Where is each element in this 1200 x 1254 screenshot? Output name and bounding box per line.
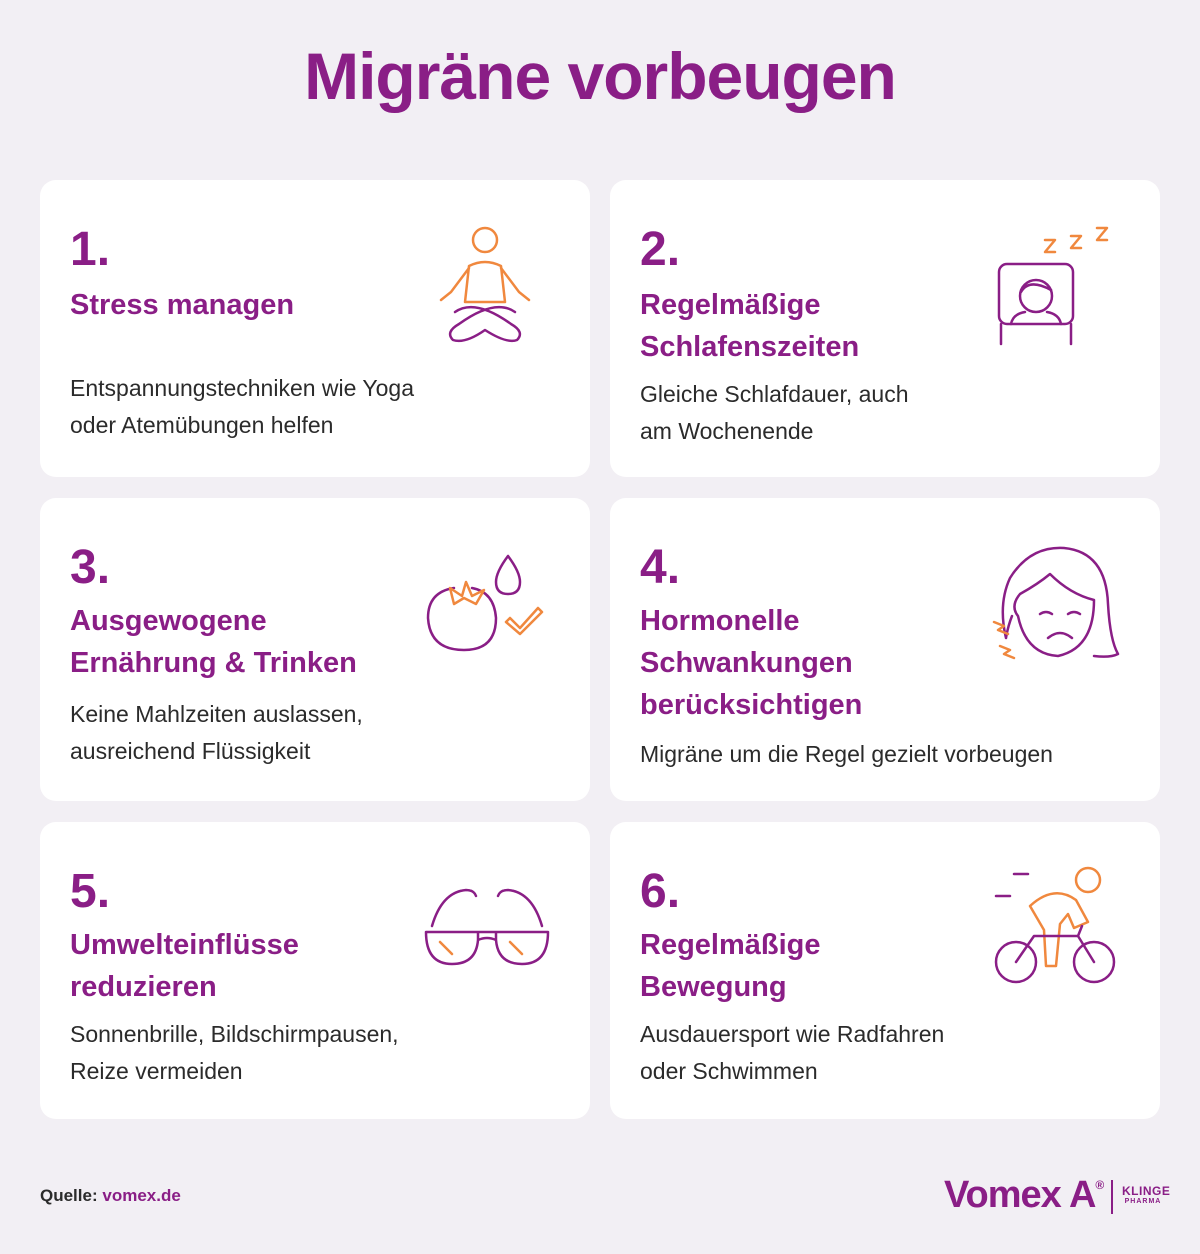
tip-heading: Hormonelle Schwankungen berücksichtigen (640, 605, 863, 721)
tip-number: 2. (640, 223, 681, 276)
brand-divider (1111, 1180, 1113, 1214)
tip-number: 4. (640, 541, 681, 594)
tip-card-stress (40, 180, 590, 477)
source-line (40, 1186, 181, 1206)
tip-heading: Umwelteinflüsse reduzieren (70, 929, 299, 1003)
glasses-icon (422, 884, 552, 970)
source-label: Quelle: (40, 1186, 98, 1205)
tip-description: Sonnenbrille, Bildschirmpausen, Reize vermeiden (70, 1021, 399, 1084)
cyclist-icon (994, 866, 1118, 990)
tip-card-nutrition (40, 498, 590, 801)
tip-description: Entspannungstechniken wie Yoga oder Atemübungen helfen (70, 375, 415, 438)
tip-number: 5. (70, 865, 111, 918)
tomato-water-icon (424, 552, 548, 652)
tip-number: 1. (70, 223, 111, 276)
tip-description: Gleiche Schlafdauer, auch am Wochenende (640, 381, 909, 444)
tip-heading: Regelmäßige Bewegung (640, 929, 821, 1003)
page-title: Migräne vorbeugen (304, 39, 896, 113)
maker-logo (1122, 1184, 1171, 1205)
brand-name: Vomex A (944, 1174, 1096, 1216)
meditation-icon (435, 226, 535, 350)
tip-heading: Ausgewogene Ernährung & Trinken (70, 605, 357, 679)
tip-card-exercise (610, 822, 1160, 1119)
brand-logo (944, 1174, 1103, 1217)
tip-number: 3. (70, 541, 111, 594)
registered-mark: ® (1095, 1178, 1104, 1192)
tip-card-environment (40, 822, 590, 1119)
tip-card-sleep (610, 180, 1160, 477)
headache-woman-icon (990, 544, 1122, 664)
tip-description: Migräne um die Regel gezielt vorbeugen (640, 741, 1053, 767)
sleep-icon (995, 224, 1115, 348)
tip-number: 6. (640, 865, 681, 918)
maker-name: KLINGE (1122, 1184, 1171, 1198)
tip-description: Ausdauersport wie Radfahren oder Schwimmen (640, 1021, 945, 1084)
tip-card-hormones (610, 498, 1160, 801)
maker-subline: PHARMA (1124, 1198, 1162, 1205)
tip-description: Keine Mahlzeiten auslassen, ausreichend Flüssigkeit (70, 701, 363, 764)
tip-heading: Regelmäßige Schlafenszeiten (640, 289, 860, 363)
source-link[interactable]: vomex.de (102, 1186, 181, 1205)
tip-heading: Stress managen (70, 289, 295, 321)
